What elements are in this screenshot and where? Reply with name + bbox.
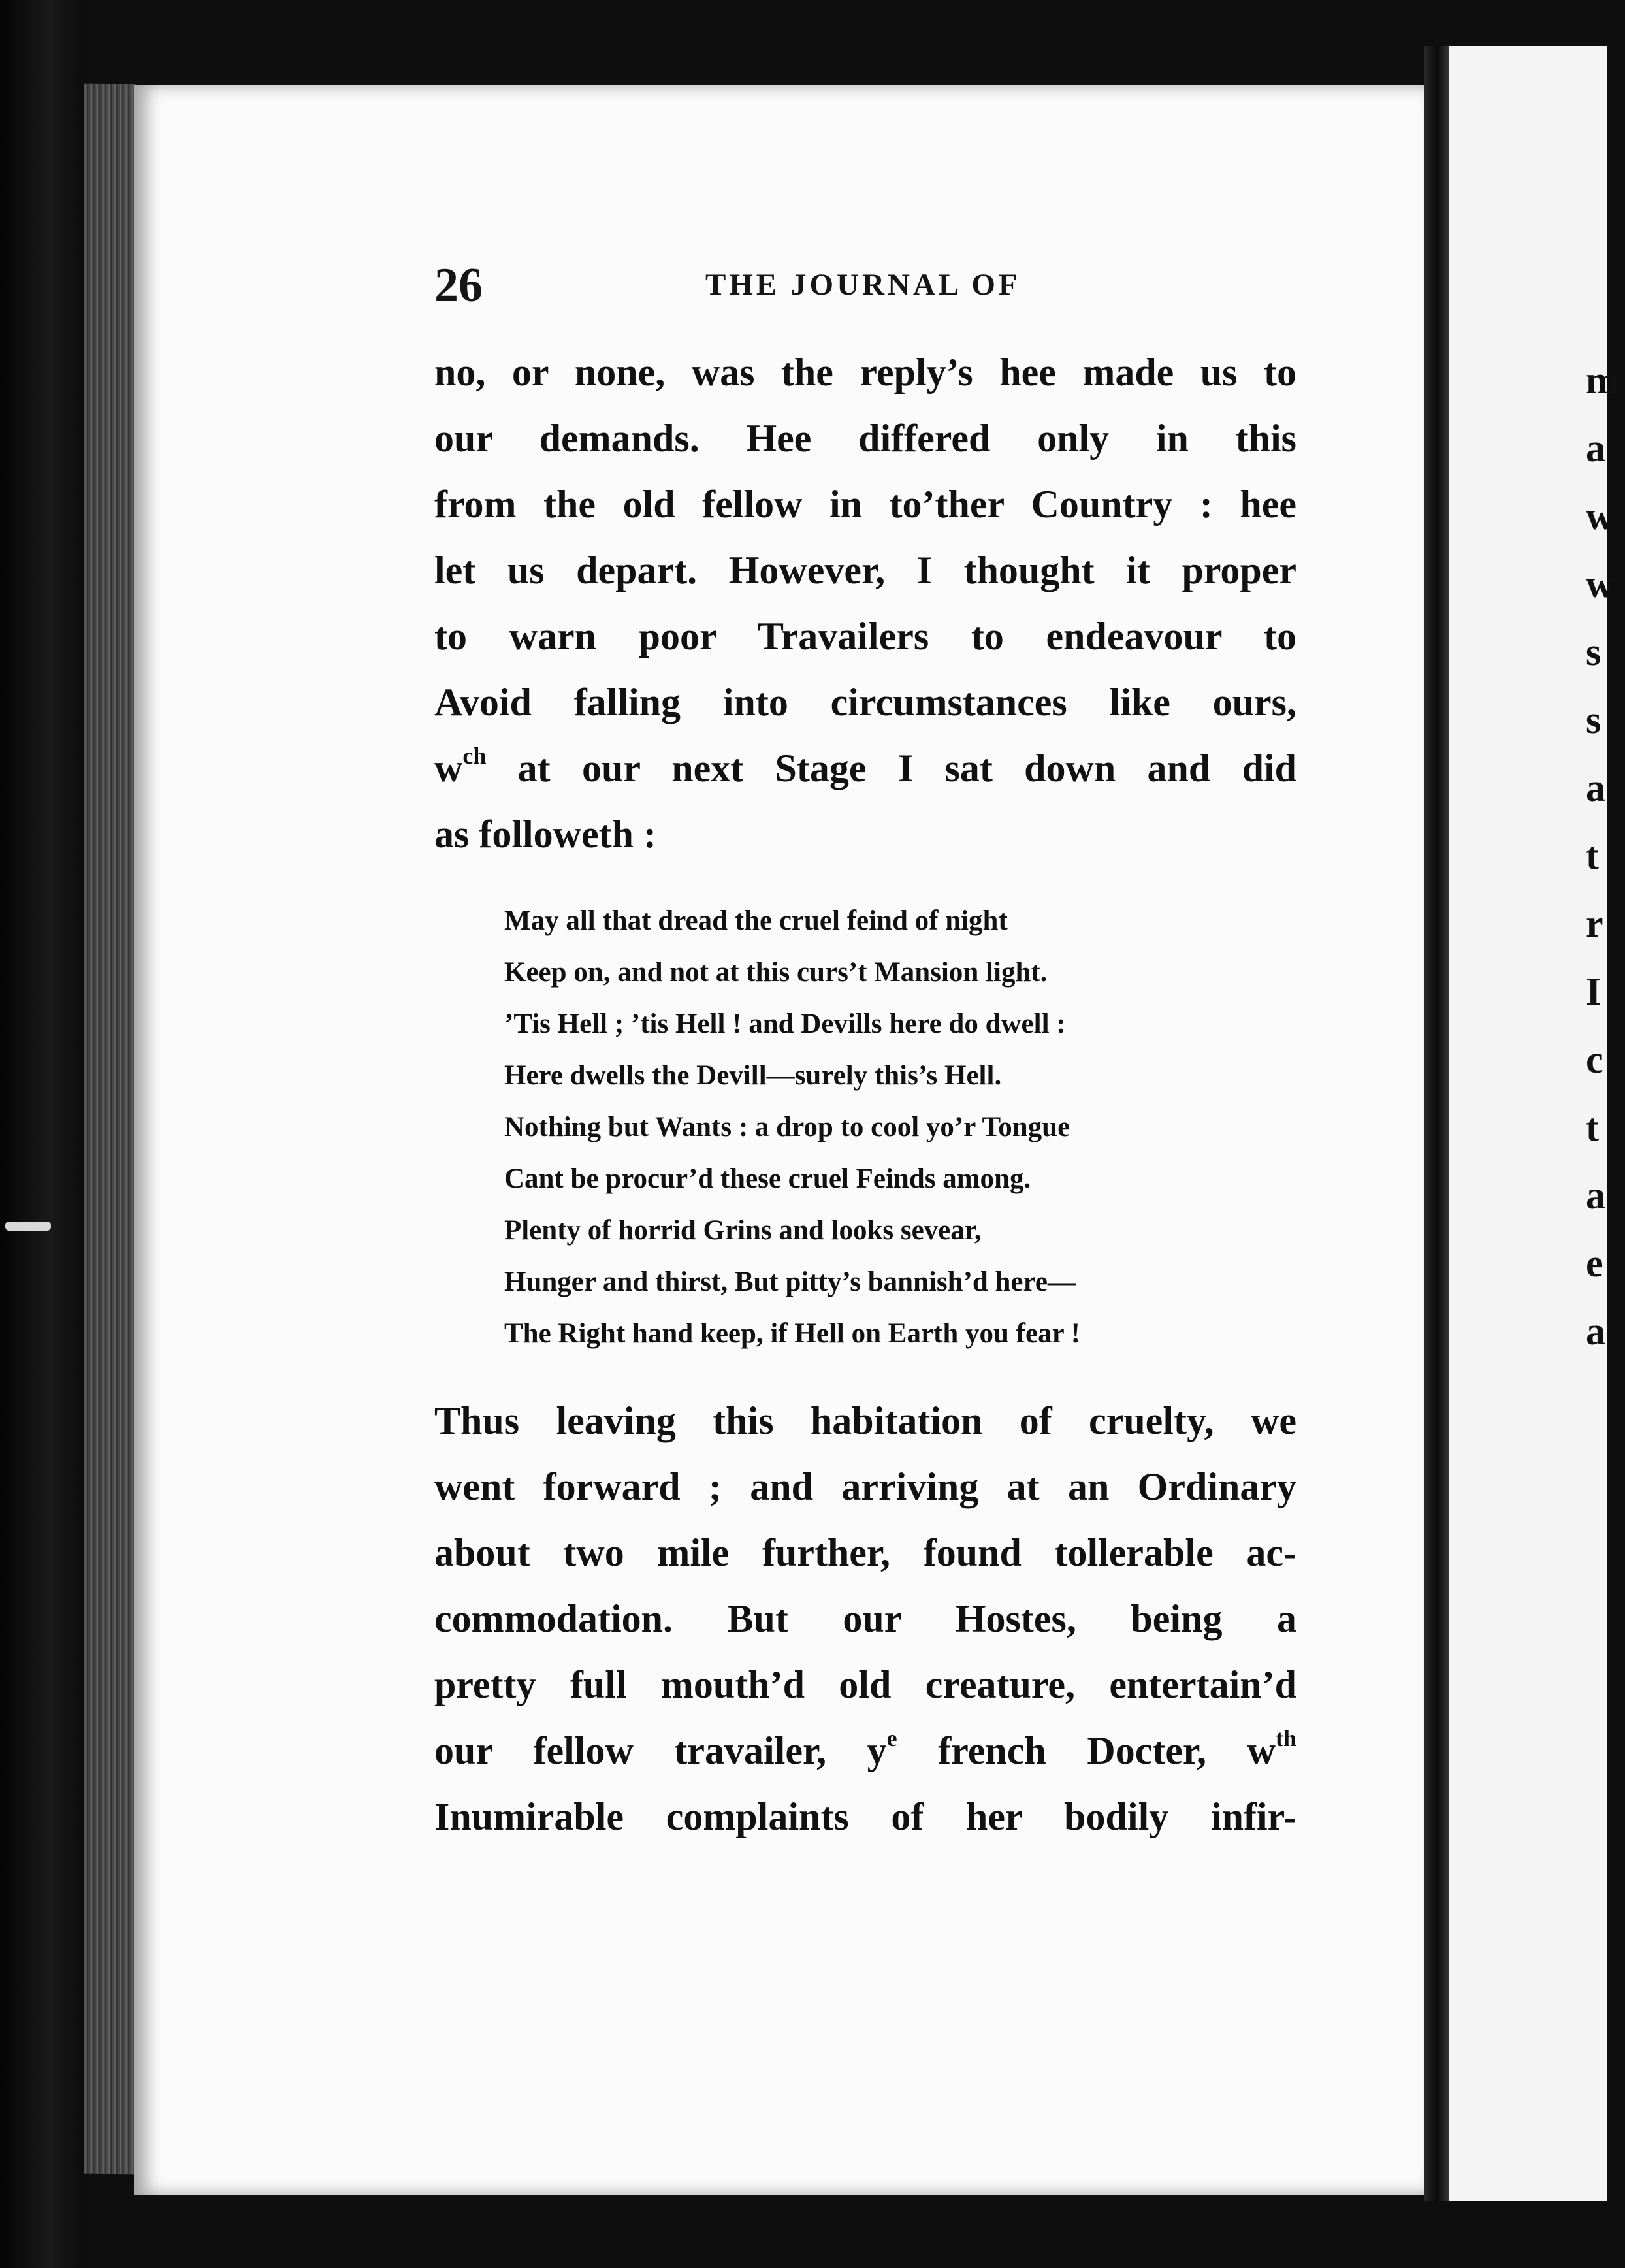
verse-block	[504, 895, 1288, 1359]
text-line: about two mile further, found tollerable ac-	[434, 1531, 1296, 1574]
verse-line: Keep on, and not at this curs’t Mansion light.	[504, 957, 1048, 988]
verse-line: The Right hand keep, if Hell on Earth you fear !	[504, 1318, 1080, 1349]
page-stack-edge	[84, 84, 136, 2175]
facing-page-letter: I	[1586, 970, 1601, 1013]
running-head: THE JOURNAL OF	[705, 268, 1021, 302]
facing-page-letter: a	[1586, 427, 1605, 470]
text-line: Avoid falling into circumstances like ours,	[434, 681, 1296, 724]
verse-line: May all that dread the cruel feind of night	[504, 905, 1008, 936]
facing-page-letter: e	[1586, 1242, 1603, 1285]
page-number: 26	[434, 259, 483, 312]
facing-page-letter: t	[1586, 834, 1599, 877]
line-rest: at our next Stage I sat down and did	[517, 747, 1296, 790]
line-part: french Docter, w	[897, 1729, 1276, 1772]
facing-page-letters	[1586, 346, 1625, 1365]
text-line	[434, 1718, 1296, 1784]
facing-page-letter: a	[1586, 1174, 1605, 1217]
facing-page-letter: c	[1586, 1038, 1603, 1081]
text-line: went forward ; and arriving at an Ordinary	[434, 1465, 1296, 1508]
facing-page-letter: a	[1586, 766, 1605, 809]
verse-line: Here dwells the Devill—surely this’s Hell.	[504, 1060, 1002, 1091]
superscript: ch	[462, 743, 487, 769]
scan-border	[0, 0, 85, 2268]
verse-line: Hunger and thirst, But pitty’s bannish’d here—	[504, 1267, 1076, 1297]
paragraph-2	[434, 1388, 1296, 1850]
paragraph-1	[434, 340, 1296, 867]
text-line: to warn poor Travailers to endeavour to	[434, 615, 1296, 658]
text-line: from the old fellow in to’ther Country : hee	[434, 483, 1296, 526]
verse-line: Cant be procur’d these cruel Feinds among.	[504, 1163, 1031, 1194]
book-gutter	[1424, 46, 1450, 2201]
facing-page-letter: t	[1586, 1106, 1599, 1149]
text-line: as followeth :	[434, 813, 656, 856]
text-line: commodation. But our Hostes, being a	[434, 1597, 1296, 1640]
facing-page-letter: w	[1586, 562, 1615, 606]
superscript: th	[1275, 1725, 1296, 1751]
verse-line: ’Tis Hell ; ’tis Hell ! and Devills here do dwell :	[504, 1009, 1066, 1039]
text-line: pretty full mouth’d old creature, entertain’d	[434, 1663, 1296, 1706]
facing-page-fragment	[1449, 46, 1618, 2201]
text-line: Inumirable complaints of her bodily infir-	[434, 1795, 1296, 1838]
facing-page-letter: s	[1586, 698, 1601, 741]
facing-page-letter: a	[1586, 1310, 1605, 1353]
text-line: let us depart. However, I thought it proper	[434, 549, 1296, 592]
facing-page-letter: r	[1586, 902, 1603, 945]
facing-page-letter: w	[1586, 494, 1615, 538]
scan-artifact	[5, 1222, 51, 1231]
page-header	[434, 258, 1303, 310]
line-part: our fellow travailer, y	[434, 1729, 887, 1772]
text-line: no, or none, was the reply’s hee made us to	[434, 351, 1296, 394]
verse-line: Plenty of horrid Grins and looks sevear,	[504, 1215, 982, 1246]
facing-page-letter: m	[1586, 359, 1618, 402]
verse-line: Nothing but Wants : a drop to cool yo’r Tongue	[504, 1112, 1070, 1142]
superscript: e	[886, 1725, 897, 1751]
text-line	[434, 736, 1296, 802]
abbrev-w: w	[434, 747, 463, 790]
facing-page-letter: s	[1586, 630, 1601, 673]
text-line: Thus leaving this habitation of cruelty, we	[434, 1399, 1296, 1442]
text-line: our demands. Hee differed only in this	[434, 417, 1296, 460]
